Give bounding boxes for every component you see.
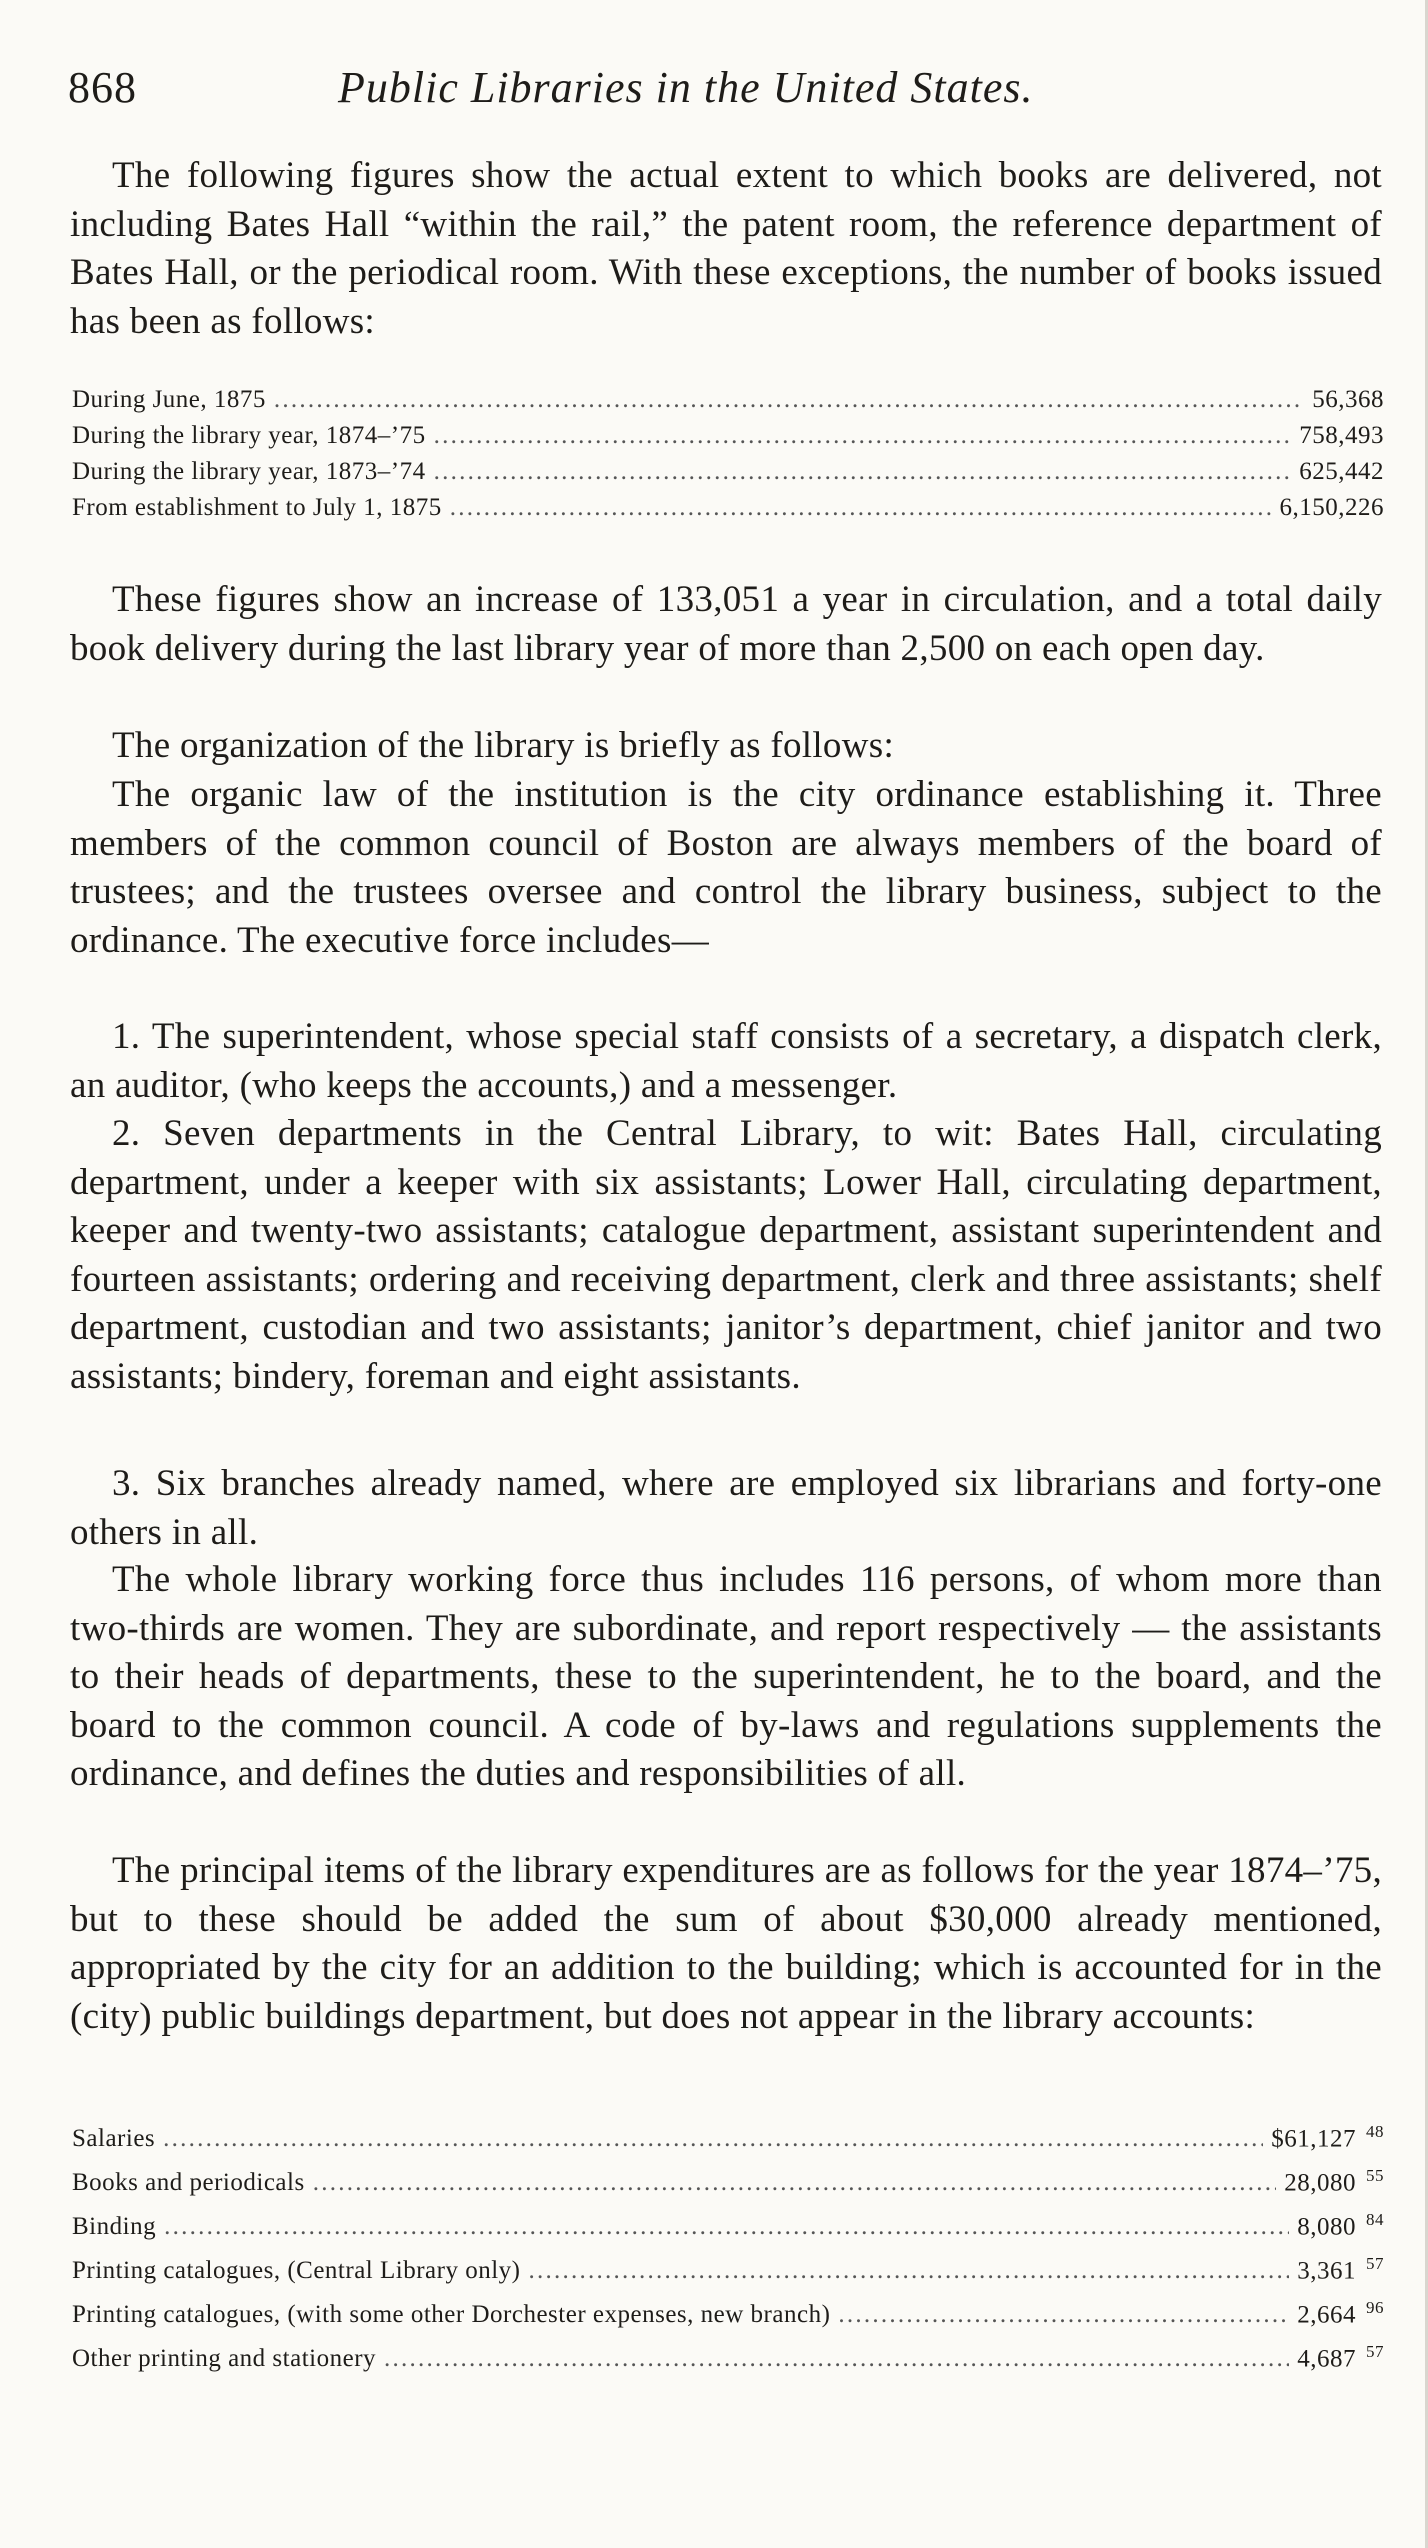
row-value — [1284, 2166, 1384, 2197]
dollars: 4,687 — [1297, 2345, 1356, 2373]
row-value — [1297, 2342, 1384, 2373]
dot-leader — [274, 386, 1304, 414]
cents: 55 — [1366, 2166, 1384, 2185]
paragraph-working-force: The whole library working force thus includes 116 persons, of whom more than two-thirds are women. They are subordinate, and report respectively — the assistants to their heads of departments, these to the superintendent, he to the board, and the board to the common council. A code of by-laws and regulations supplements the ordinance, and defines the duties and responsibilities of all. — [70, 1559, 1382, 1794]
dot-leader — [528, 2257, 1289, 2285]
paragraph-expenditures-intro: The principal items of the library expenditures are as follows for the year 1874–’75, but to these should be added the sum of about $30,000 already mentioned, appropriated by the city for an addition to the building; which is accounted for in the (city) public buildings department, but does not appear in the library accounts: — [70, 1850, 1382, 2037]
table-row — [72, 494, 1384, 530]
table-row — [72, 386, 1384, 422]
dollars: 3,361 — [1297, 2257, 1356, 2285]
row-label: Salaries — [72, 2125, 156, 2153]
dollars: 2,664 — [1297, 2301, 1356, 2329]
row-value — [1297, 2298, 1384, 2329]
row-label: Other printing and stationery — [72, 2345, 377, 2373]
dot-leader — [384, 2345, 1289, 2373]
dot-leader — [434, 422, 1292, 450]
row-value: 56,368 — [1312, 386, 1384, 413]
dollars: $61,127 — [1271, 2125, 1356, 2153]
dot-leader — [434, 458, 1292, 486]
row-label: During the library year, 1873–’74 — [72, 458, 426, 485]
row-value — [1297, 2210, 1384, 2241]
table-row — [72, 422, 1384, 458]
row-value: 758,493 — [1299, 422, 1384, 449]
row-label: During June, 1875 — [72, 386, 266, 413]
row-label: Books and periodicals — [72, 2169, 305, 2197]
row-value — [1271, 2122, 1384, 2153]
cents: 48 — [1366, 2122, 1384, 2141]
table-row — [72, 458, 1384, 494]
cents: 57 — [1366, 2254, 1384, 2273]
row-label: Printing catalogues, (with some other Dorchester expenses, new branch) — [72, 2301, 831, 2329]
cents: 57 — [1366, 2342, 1384, 2361]
dot-leader — [164, 2213, 1289, 2241]
paragraph-superintendent: 1. The superintendent, whose special staff consists of a secretary, a dispatch clerk, an auditor, (who keeps the accounts,) and a messenger. — [70, 1016, 1382, 1106]
table-row — [72, 2122, 1384, 2166]
paragraph-branches: 3. Six branches already named, where are employed six librarians and forty-one others in all. — [70, 1463, 1382, 1553]
row-label: During the library year, 1874–’75 — [72, 422, 426, 449]
table-row — [72, 2210, 1384, 2254]
expenditure-table — [72, 2122, 1384, 2386]
row-label: Binding — [72, 2213, 157, 2241]
table-row — [72, 2254, 1384, 2298]
cents: 96 — [1366, 2298, 1384, 2317]
cents: 84 — [1366, 2210, 1384, 2229]
dollars: 28,080 — [1284, 2169, 1356, 2197]
dot-leader — [163, 2125, 1263, 2153]
table-row — [72, 2342, 1384, 2386]
paragraph-organization: The organization of the library is briefly as follows: — [112, 725, 895, 766]
dot-leader — [838, 2301, 1289, 2329]
row-value: 625,442 — [1299, 458, 1384, 485]
circulation-table — [72, 386, 1384, 530]
row-value — [1297, 2254, 1384, 2285]
row-label: Printing catalogues, (Central Library only) — [72, 2257, 521, 2285]
table-row — [72, 2298, 1384, 2342]
row-value: 6,150,226 — [1279, 494, 1384, 521]
table-row — [72, 2166, 1384, 2210]
dot-leader — [313, 2169, 1277, 2197]
paragraph-increase: These figures show an increase of 133,051 a year in circulation, and a total daily book delivery during the last library year of more than 2,500 on each open day. — [70, 579, 1382, 669]
paragraph-delivery-intro: The following figures show the actual extent to which books are delivered, not including Bates Hall “within the rail,” the patent room, the reference department of Bates Hall, or the periodical room. With these exceptions, the number of books issued has been as follows: — [70, 155, 1382, 342]
page-number: 868 — [68, 63, 137, 112]
paragraph-organic-law: The organic law of the institution is the city ordinance establishing it. Three members of the common council of Boston are always members of the board of trustees; and the trustees oversee and control the library business, subject to the ordinance. The executive force includes— — [70, 774, 1382, 961]
paragraph-departments: 2. Seven departments in the Central Library, to wit: Bates Hall, circulating department, under a keeper with six assistants; Lower Hall, circulating department, keeper and twenty-two assistants; catalogue department, assistant superintendent and fourteen assistants; ordering and receiving department, clerk and three assistants; shelf department, custodian and two assistants; janitor’s department, chief janitor and two assistants; bindery, foreman and eight assistants. — [70, 1113, 1382, 1397]
running-title: Public Libraries in the United States. — [338, 63, 1034, 112]
dollars: 8,080 — [1297, 2213, 1356, 2241]
row-label: From establishment to July 1, 1875 — [72, 494, 442, 521]
page-header — [68, 62, 1413, 132]
dot-leader — [450, 494, 1272, 522]
